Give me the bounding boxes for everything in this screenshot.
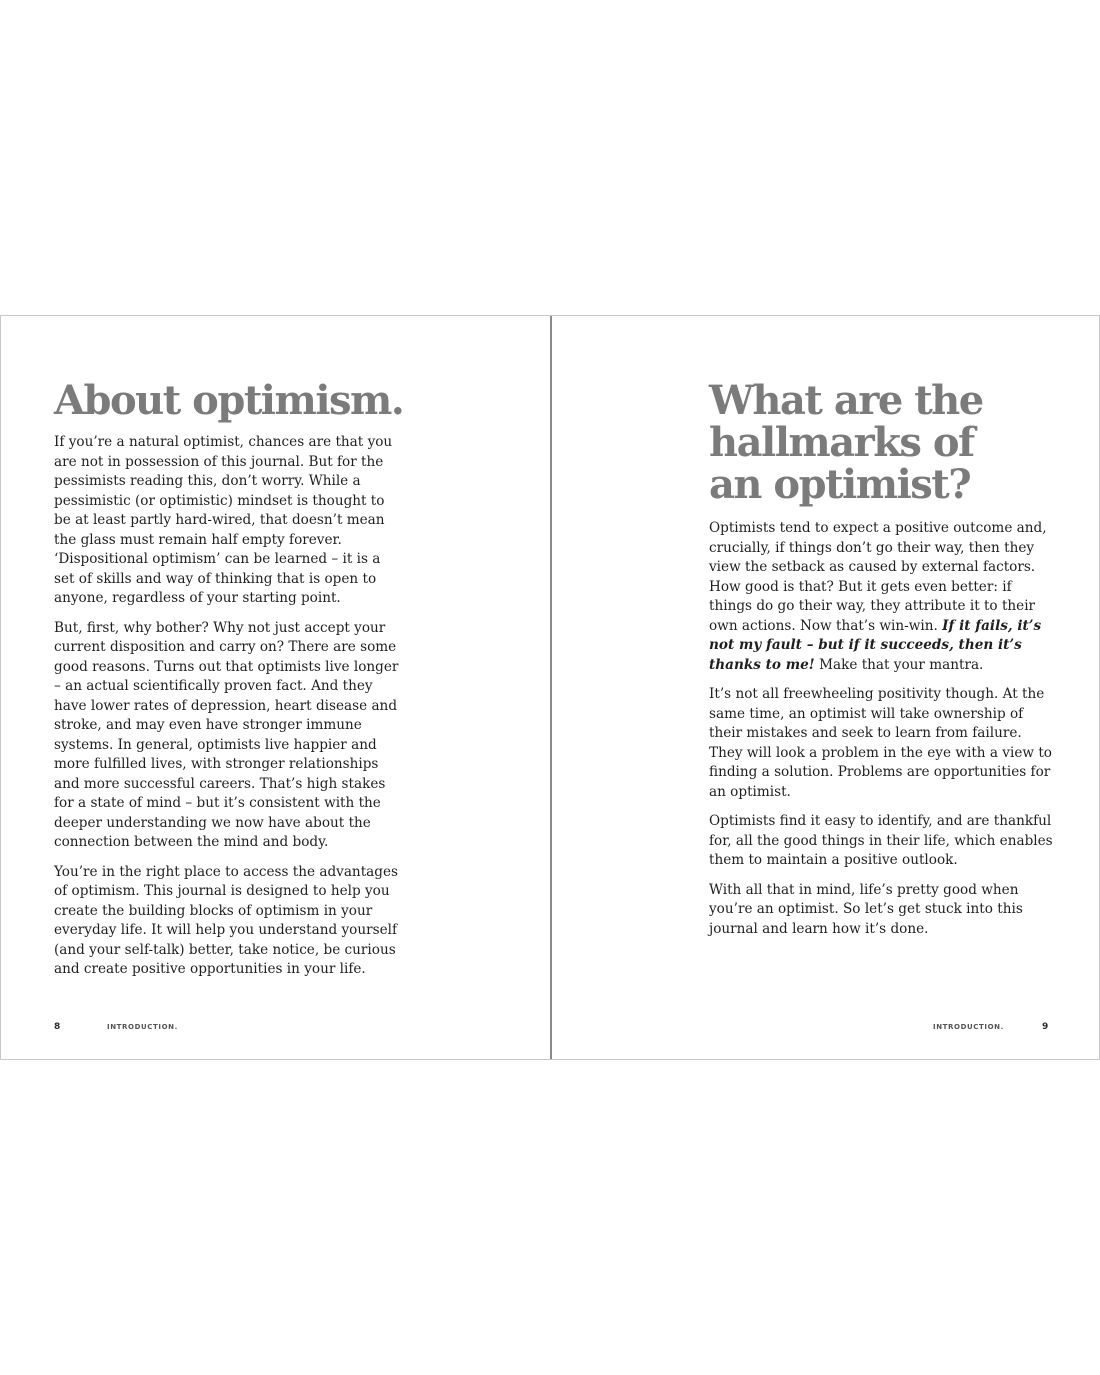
left-page-number: 8 xyxy=(54,1022,61,1032)
right-paragraph-1-text: Optimists tend to expect a positive outcome and, crucially, if things don’t go their way, then they view the setback as caused by external factors. How good is that? But it gets even better: if things do go their way, they attribute it to their own actions. Now that’s win-win. xyxy=(709,520,1047,634)
right-paragraph-4: With all that in mind, life’s pretty good when you’re an optimist. So let’s get stuck into this journal and learn how it’s done. xyxy=(709,881,1023,937)
right-running-head: INTRODUCTION. xyxy=(933,1023,1004,1031)
right-heading-line-1: What are the xyxy=(709,377,983,424)
right-paragraph-1-end: Make that your mantra. xyxy=(814,656,984,673)
left-running-head: INTRODUCTION. xyxy=(107,1023,178,1031)
left-page-heading: About optimism. xyxy=(54,377,404,424)
right-paragraph-3: Optimists find it easy to identify, and are thankful for, all the good things in their life, which enables them to maintain a positive outlook. xyxy=(709,813,1053,868)
left-paragraph-2: But, first, why bother? Why not just accept your current disposition and carry on? There are some good reasons. Turns out that optimists live longer – an actual scientifically proven fact. And they have lower rates of depression, heart disease and stroke, and may even have stronger immune systems. In general, optimists live happier and more fulfilled lives, with stronger relationships and more successful careers. That’s high stakes for a state of mind – but it’s consistent with the deeper understanding we now have about the connection between the mind and body. xyxy=(54,619,399,850)
right-paragraph-1 xyxy=(709,519,1054,675)
right-heading-line-3: an optimist? xyxy=(709,461,971,508)
right-page-number: 9 xyxy=(1042,1022,1049,1032)
left-page xyxy=(1,316,550,1059)
left-page-body xyxy=(54,433,399,990)
left-paragraph-1: If you’re a natural optimist, chances are that you are not in possession of this journal. But for the pessimists reading this, don’t worry. While a pessimistic (or optimistic) mindset is thought to be at least partly hard-wired, that doesn’t mean the glass must remain half empty forever. ‘Dispositional optimism’ can be learned – it is a set of skills and way of thinking that is open to anyone, regardless of your starting point. xyxy=(54,434,393,606)
book-spread xyxy=(0,315,1100,1060)
right-paragraph-2: It’s not all freewheeling positivity though. At the same time, an optimist will take ownership of their mistakes and seek to learn from failure. They will look a problem in the eye with a view to finding a solution. Problems are opportunities for an optimist. xyxy=(709,686,1052,800)
left-paragraph-3: You’re in the right place to access the advantages of optimism. This journal is designed to help you create the building blocks of optimism in your everyday life. It will help you understand yourself (and your self-talk) better, take notice, be curious and create positive opportunities in your life. xyxy=(54,863,398,977)
right-page xyxy=(552,316,1100,1059)
right-heading-line-2: hallmarks of xyxy=(709,419,974,466)
right-page-heading xyxy=(709,377,1009,508)
right-page-body xyxy=(709,519,1054,949)
mantra-emphasis: If it fails, it’s not my fault – but if it succeeds, then it’s thanks to me! xyxy=(709,617,1042,673)
